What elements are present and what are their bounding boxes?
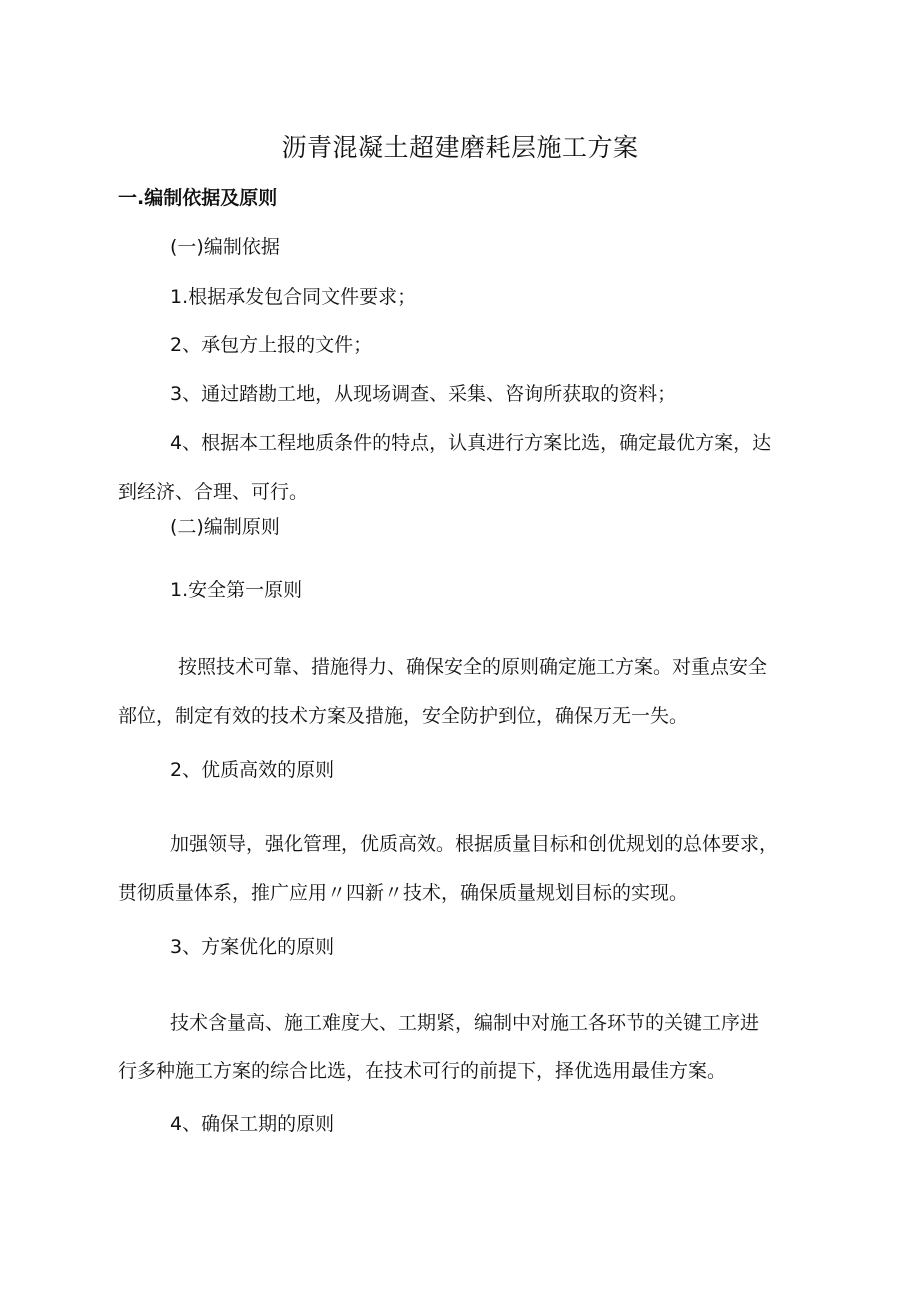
paragraph-line: 贯彻质量体系，推广应用〃四新〃技术，确保质量规划目标的实现。	[118, 882, 689, 904]
basis-item-continuation: 到经济、合理、可行。	[118, 481, 309, 503]
basis-item: 2、承包方上报的文件；	[170, 334, 373, 356]
paragraph-line: 按照技术可靠、措施得力、确保安全的原则确定施工方案。对重点安全	[178, 656, 768, 678]
principle-subheading: 4、确保工期的原则	[170, 1113, 335, 1135]
principle-subheading: 3、方案优化的原则	[170, 936, 335, 958]
basis-item: 3、通过踏勘工地，从现场调查、采集、咨询所获取的资料；	[170, 383, 677, 405]
paragraph-line: 部位，制定有效的技术方案及措施，安全防护到位，确保万无一失。	[118, 705, 689, 727]
document-title: 沥青混凝土超建磨耗层施工方案	[281, 133, 639, 162]
paragraph-line: 技术含量高、施工难度大、工期紧，编制中对施工各环节的关键工序进	[170, 1012, 760, 1034]
paragraph-line: 行多种施工方案的综合比选，在技术可行的前提下，择优选用最佳方案。	[118, 1060, 727, 1082]
basis-item: 4、根据本工程地质条件的特点，认真进行方案比选，确定最优方案，达	[170, 432, 772, 454]
paragraph-line: 加强领导，强化管理，优质高效。根据质量目标和创优规划的总体要求，	[170, 833, 779, 855]
section-heading: 一.编制依据及原则	[118, 187, 278, 209]
basis-item: 1.根据承发包合同文件要求；	[170, 286, 417, 308]
principle-heading: (二)编制原则	[170, 516, 280, 538]
basis-heading: (一)编制依据	[170, 236, 280, 258]
principle-subheading: 2、优质高效的原则	[170, 759, 335, 781]
principle-subheading: 1.安全第一原则	[170, 579, 303, 601]
